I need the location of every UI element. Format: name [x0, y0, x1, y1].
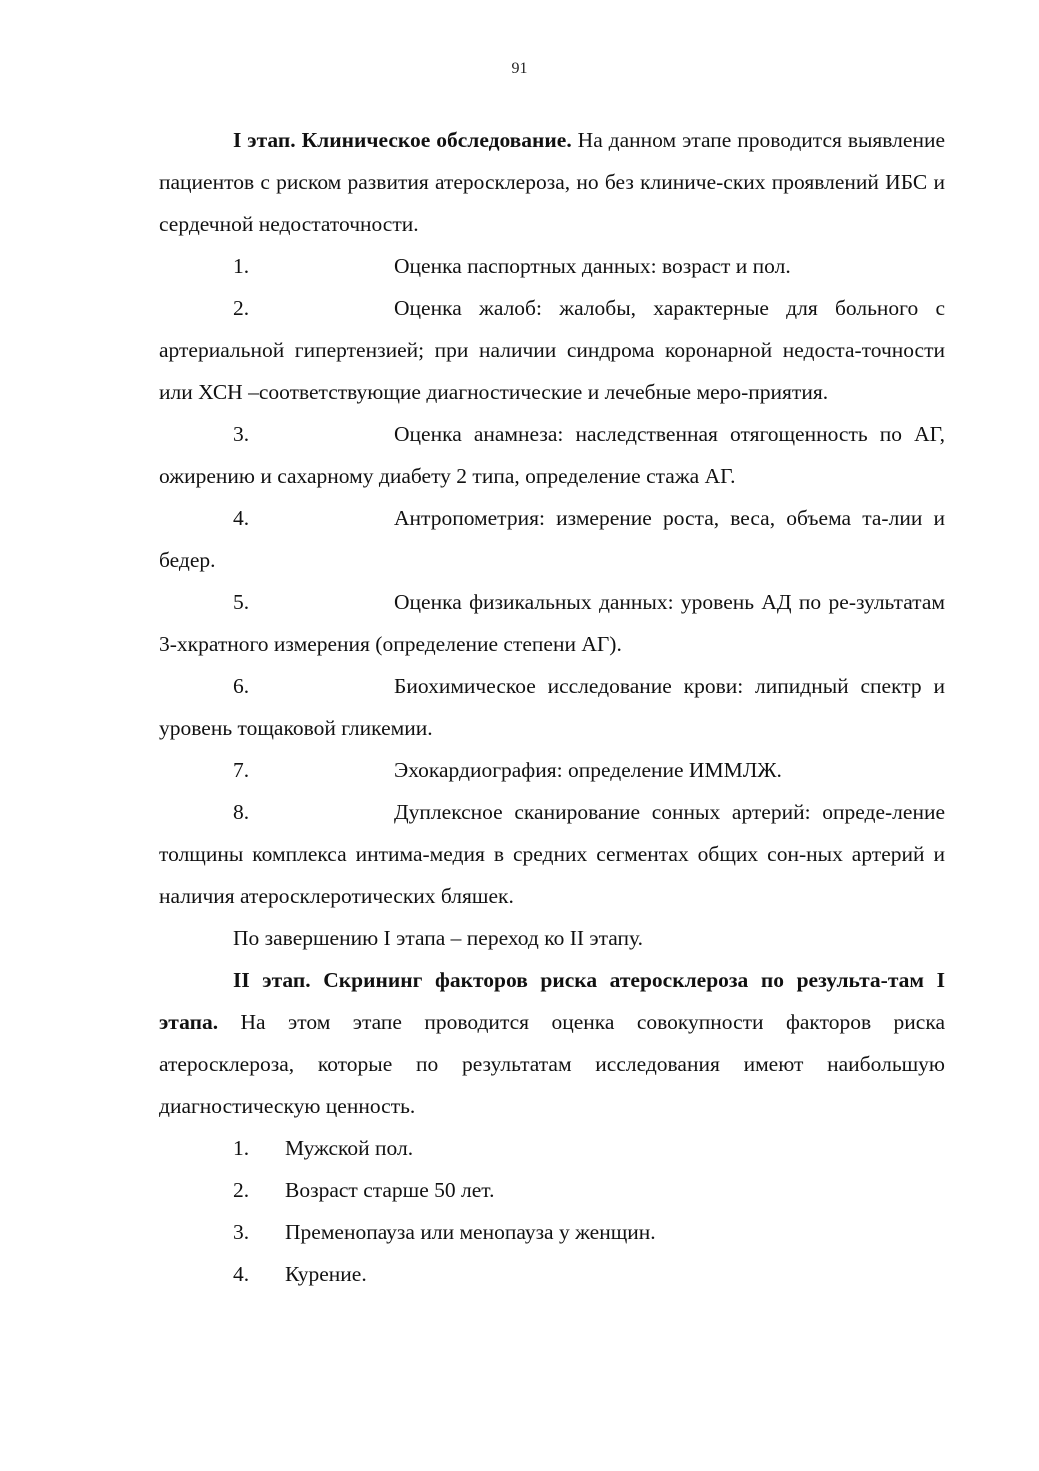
stage1-text: На данном этапе проводится выявление пациентов с риском развития атеросклероза, но без клиниче-ских проявлений ИБС и сердечной недостаточности.: [159, 128, 946, 236]
risk-factor-number: 1.: [233, 1136, 250, 1160]
exam-item-3: [159, 413, 945, 497]
risk-factor-text: Курение.: [285, 1262, 367, 1286]
exam-item-number: 4.: [233, 506, 250, 530]
exam-item-number: 1.: [233, 254, 250, 278]
exam-item-number: 8.: [233, 800, 250, 824]
exam-item-text: Эхокардиография: определение ИММЛЖ.: [394, 758, 782, 782]
risk-factor-number: 3.: [233, 1220, 250, 1244]
exam-item-text: Биохимическое исследование крови: липидный спектр и уровень тощаковой гликемии.: [159, 674, 945, 740]
stage1-heading: I этап. Клиническое обследование.: [233, 128, 572, 152]
exam-item-number: 6.: [233, 674, 250, 698]
stage2-text: На этом этапе проводится оценка совокупности факторов риска атеросклероза, которые по результатам исследования имеют наибольшую диагностическую ценность.: [159, 1010, 945, 1118]
risk-factor-1: [233, 1127, 945, 1169]
exam-item-number: 2.: [233, 296, 250, 320]
exam-item-text: Дуплексное сканирование сонных артерий: опреде-ление толщины комплекса интима-медия в средних сегментах общих сон-ных артерий и наличия атеросклеротических бляшек.: [159, 800, 945, 908]
risk-factor-text: Возраст старше 50 лет.: [285, 1178, 495, 1202]
stage2-paragraph: [159, 959, 945, 1127]
risk-factor-text: Пременопауза или менопауза у женщин.: [285, 1220, 656, 1244]
exam-item-6: [159, 665, 945, 749]
exam-item-5: [159, 581, 945, 665]
exam-item-4: [159, 497, 945, 581]
exam-item-text: Антропометрия: измерение роста, веса, объема та-лии и бедер.: [159, 506, 945, 572]
exam-item-1: [159, 245, 945, 287]
risk-factor-text: Мужской пол.: [285, 1136, 414, 1160]
exam-item-number: 7.: [233, 758, 250, 782]
risk-factor-3: [233, 1211, 945, 1253]
risk-factor-4: [233, 1253, 945, 1295]
stage2-heading: II этап. Скрининг факторов риска атеросклероза по результа-там I этапа.: [159, 968, 945, 1034]
stage1-paragraph: [159, 119, 945, 245]
exam-item-text: Оценка жалоб: жалобы, характерные для больного с артериальной гипертензией; при наличии синдрома коронарной недоста-точности или ХСН –соответствующие диагностические и лечебные меро-приятия.: [159, 296, 945, 404]
exam-item-text: Оценка паспортных данных: возраст и пол.: [394, 254, 791, 278]
exam-item-8: [159, 791, 945, 917]
exam-item-number: 5.: [233, 590, 250, 614]
exam-item-text: Оценка анамнеза: наследственная отягощенность по АГ, ожирению и сахарному диабету 2 типа, определение стажа АГ.: [159, 422, 945, 488]
stage-transition: По завершению I этапа – переход ко II этапу.: [233, 926, 644, 950]
exam-item-7: [159, 749, 945, 791]
page-number: 91: [511, 60, 528, 77]
exam-item-number: 3.: [233, 422, 250, 446]
risk-factor-number: 4.: [233, 1262, 250, 1286]
exam-item-2: [159, 287, 945, 413]
document-body: [159, 119, 945, 1295]
exam-item-text: Оценка физикальных данных: уровень АД по ре-зультатам 3-хкратного измерения (определение степени АГ).: [159, 590, 945, 656]
risk-factor-number: 2.: [233, 1178, 250, 1202]
risk-factor-2: [233, 1169, 945, 1211]
